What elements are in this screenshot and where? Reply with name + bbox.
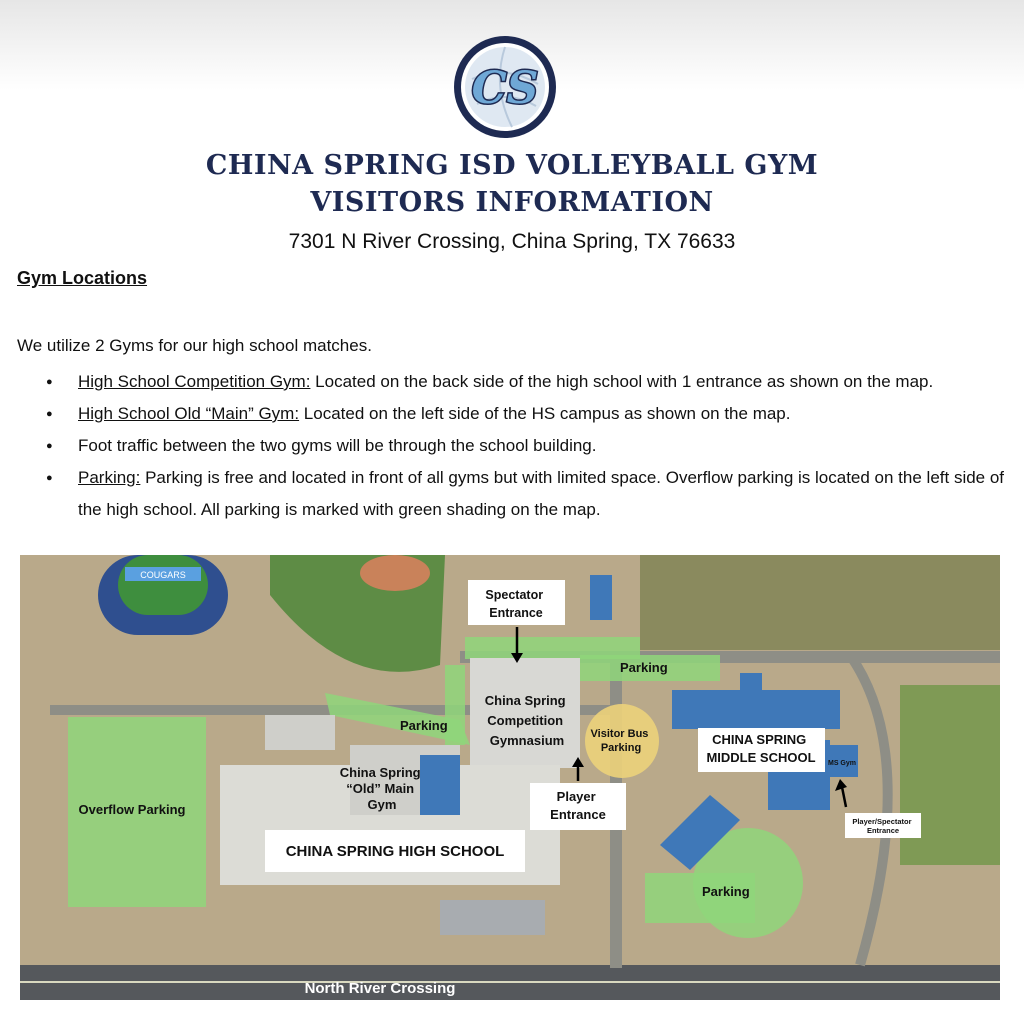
list-item bbox=[36, 462, 1006, 526]
player-spectator-entrance-label-2: Entrance bbox=[866, 826, 900, 835]
field-text: COUGARS bbox=[140, 570, 186, 580]
title-line-1: CHINA SPRING ISD VOLLEYBALL GYM bbox=[205, 150, 819, 181]
road-label: North River Crossing bbox=[304, 980, 456, 997]
high-school-label: CHINA SPRING HIGH SCHOOL bbox=[285, 843, 505, 860]
player-entrance-label-2: Entrance bbox=[550, 807, 606, 822]
list-item bbox=[36, 430, 1006, 462]
visitor-bus-label-1: Visitor Bus bbox=[590, 728, 649, 740]
parking-left-label: Parking bbox=[400, 718, 448, 733]
player-entrance-label-1: Player bbox=[556, 789, 596, 804]
old-main-gym-label-3: Gym bbox=[367, 797, 397, 812]
competition-gym-label-3: Gymnasium bbox=[489, 733, 565, 748]
address: 7301 N River Crossing, China Spring, TX 76633 bbox=[288, 230, 736, 253]
old-main-gym-label-2: “Old” Main bbox=[346, 781, 415, 796]
logo-text: CS bbox=[471, 63, 539, 114]
bullet-label: High School Competition Gym: bbox=[78, 372, 311, 391]
old-main-gym-label-1: China Spring bbox=[339, 765, 421, 780]
overflow-parking-label: Overflow Parking bbox=[78, 802, 186, 817]
info-list bbox=[36, 366, 1006, 526]
list-item bbox=[36, 398, 1006, 430]
bullet-text: Located on the back side of the high school with 1 entrance as shown on the map. bbox=[310, 372, 934, 391]
campus-map bbox=[20, 555, 1000, 1000]
old-main-gym-roof bbox=[420, 755, 460, 815]
bullet-label: High School Old “Main” Gym: bbox=[78, 404, 300, 423]
bullet-text: Located on the left side of the HS campus as shown on the map. bbox=[299, 404, 791, 423]
middle-school-label-1: CHINA SPRING bbox=[712, 732, 807, 747]
visitor-bus-area bbox=[585, 704, 659, 778]
bullet-text: Parking is free and located in front of all gyms but with limited space. Overflow parking is located on the left side of the high school. All parking is marked with green shading on the map. bbox=[78, 468, 1005, 519]
section-heading: Gym Locations bbox=[17, 268, 148, 288]
intro-text: We utilize 2 Gyms for our high school matches. bbox=[17, 336, 372, 355]
spectator-entrance-label-1: Spectator bbox=[485, 588, 544, 602]
visitor-bus-label-2: Parking bbox=[600, 742, 642, 754]
parking-top-label: Parking bbox=[620, 660, 668, 675]
svg-text:China Spring Competition bbox=[485, 693, 570, 748]
bullet-label: Parking: bbox=[78, 468, 141, 487]
competition-gym-label-1: China Spring bbox=[484, 693, 566, 708]
spectator-entrance-label-2: Entrance bbox=[489, 606, 543, 620]
list-item bbox=[36, 366, 1006, 398]
bullet-text: Foot traffic between the two gyms will be through the school building. bbox=[78, 436, 597, 455]
parking-bottom-label: Parking bbox=[702, 884, 750, 899]
middle-school-label-2: MIDDLE SCHOOL bbox=[706, 750, 816, 765]
ms-gym-label: MS Gym bbox=[827, 760, 857, 767]
competition-gym-label-2: Competition bbox=[487, 713, 564, 728]
title-line-2: VISITORS INFORMATION bbox=[310, 187, 714, 218]
cs-logo bbox=[452, 34, 558, 140]
player-spectator-entrance-label-1: Player/Spectator bbox=[852, 817, 912, 826]
